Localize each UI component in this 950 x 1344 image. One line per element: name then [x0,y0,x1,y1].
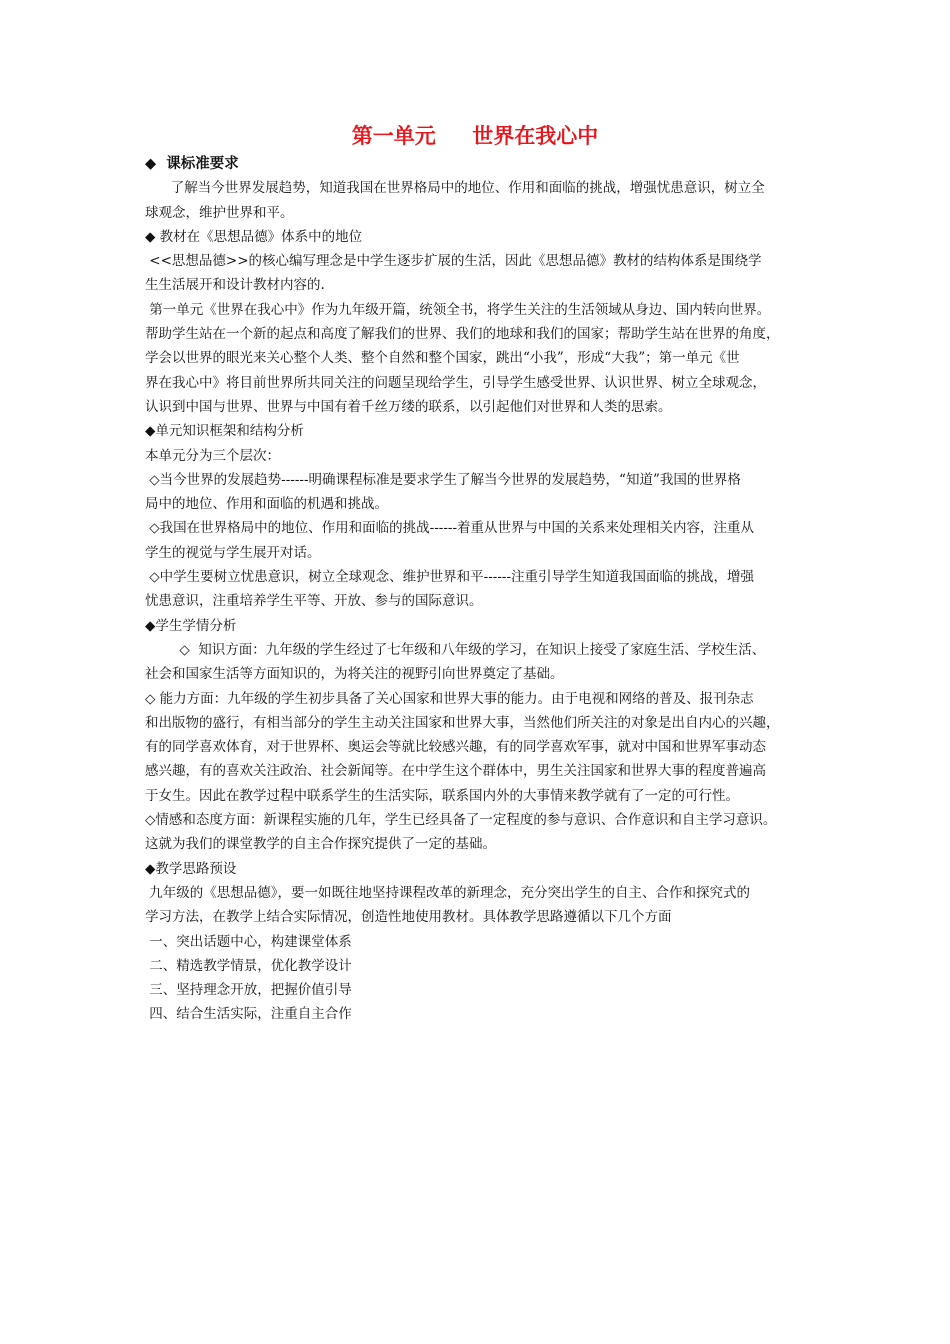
section-heading-curriculum-standard: ◆ 课标准要求 [145,156,239,172]
paragraph-line: 感兴趣，有的喜欢关注政治、社会新闻等。在中学生这个群体中，男生关注国家和世界大事的程度普遍高 [145,763,766,780]
section-heading-teaching-ideas: ◆教学思路预设 [145,860,237,877]
paragraph-line: 于女生。因此在教学过程中联系学生的生活实际，联系国内外的大事情来教学就有了一定的可行性。 [145,787,739,804]
list-item-line: ◇当今世界的发展趋势------明确课程标准是要求学生了解当今世界的发展趋势，“知道”我国的世界格 [145,471,741,488]
paragraph-line: 了解当今世界发展趋势，知道我国在世界格局中的地位、作用和面临的挑战，增强忧患意识，树立全 [145,180,765,197]
paragraph-line: 有的同学喜欢体育，对于世界杯、奥运会等就比较感兴趣，有的同学喜欢军事，就对中国和世界军事动态 [145,739,766,756]
paragraph-line: 生生活展开和设计教材内容的. [145,277,325,294]
paragraph-line: 和出版物的盛行，有相当部分的学生主动关注国家和世界大事，当然他们所关注的对象是出自内心的兴趣， [145,714,780,731]
section-heading-textbook-position: ◆ 教材在《思想品德》体系中的地位 [145,228,363,245]
paragraph-line: 九年级的《思想品德》，要一如既往地坚持课程改革的新理念，充分突出学生的自主、合作和探究式的 [145,884,751,901]
list-item-line: 二、精选教学情景，优化教学设计 [145,957,352,974]
list-item-line: ◇ 能力方面：九年级的学生初步具备了关心国家和世界大事的能力。由于电视和网络的普及、报刊杂志 [145,690,754,707]
paragraph-line: 学生的视觉与学生展开对话。 [145,544,321,561]
document-page [145,120,815,1027]
paragraph-line: 本单元分为三个层次： [145,447,280,464]
paragraph-line: 界在我心中》将目前世界所共同关注的问题呈现给学生，引导学生感受世界、认识世界、树立全球观念， [145,374,766,391]
paragraph-line: 局中的地位、作用和面临的机遇和挑战。 [145,496,388,513]
document-body [145,152,815,1027]
paragraph-line: 学会以世界的眼光来关心整个人类、整个自然和整个国家，跳出“小我”，形成“大我”；第一单元《世 [145,350,740,367]
paragraph-line: 学习方法，在教学上结合实际情况，创造性地使用教材。具体教学思路遵循以下几个方面 [145,909,672,926]
list-item-line: ◇我国在世界格局中的地位、作用和面临的挑战------着重从世界与中国的关系来处理相关内容，注重从 [145,520,755,537]
paragraph-line: 这就为我们的课堂教学的自主合作探究提供了一定的基础。 [145,836,496,853]
list-item-line: ◇ 知识方面：九年级的学生经过了七年级和八年级的学习，在知识上接受了家庭生活、学校生活、 [145,641,766,658]
paragraph-line: 帮助学生站在一个新的起点和高度了解我们的世界、我们的地球和我们的国家；帮助学生站在世界的角度， [145,326,780,343]
list-item-line: 一、突出话题中心，构建课堂体系 [145,933,352,950]
list-item-line: ◇情感和态度方面：新课程实施的几年，学生已经具备了一定程度的参与意识、合作意识和自主学习意识。 [145,812,777,829]
list-item-line: 三、坚持理念开放，把握价值引导 [145,982,352,999]
paragraph-line: 忧患意识，注重培养学生平等、开放、参与的国际意识。 [145,593,483,610]
section-heading-unit-framework: ◆单元知识框架和结构分析 [145,423,304,440]
section-heading-student-analysis: ◆学生学情分析 [145,617,237,634]
list-item-line: 四、结合生活实际，注重自主合作 [145,1006,352,1023]
paragraph-line: 球观念，维护世界和平。 [145,204,294,221]
paragraph-line: 第一单元《世界在我心中》作为九年级开篇，统领全书，将学生关注的生活领域从身边、国内转向世界。 [145,301,771,318]
paragraph-line: 社会和国家生活等方面知识的，为将关注的视野引向世界奠定了基础。 [145,666,564,683]
paragraph-line: 认识到中国与世界、世界与中国有着千丝万缕的联系，以引起他们对世界和人类的思索。 [145,398,672,415]
paragraph-line: <<思想品德>>的核心编写理念是中学生逐步扩展的生活，因此《思想品德》教材的结构体系是围绕学 [145,253,762,270]
list-item-line: ◇中学生要树立忧患意识，树立全球观念、维护世界和平------注重引导学生知道我国面临的挑战，增强 [145,569,755,586]
page-title: 第一单元 世界在我心中 [351,124,599,148]
